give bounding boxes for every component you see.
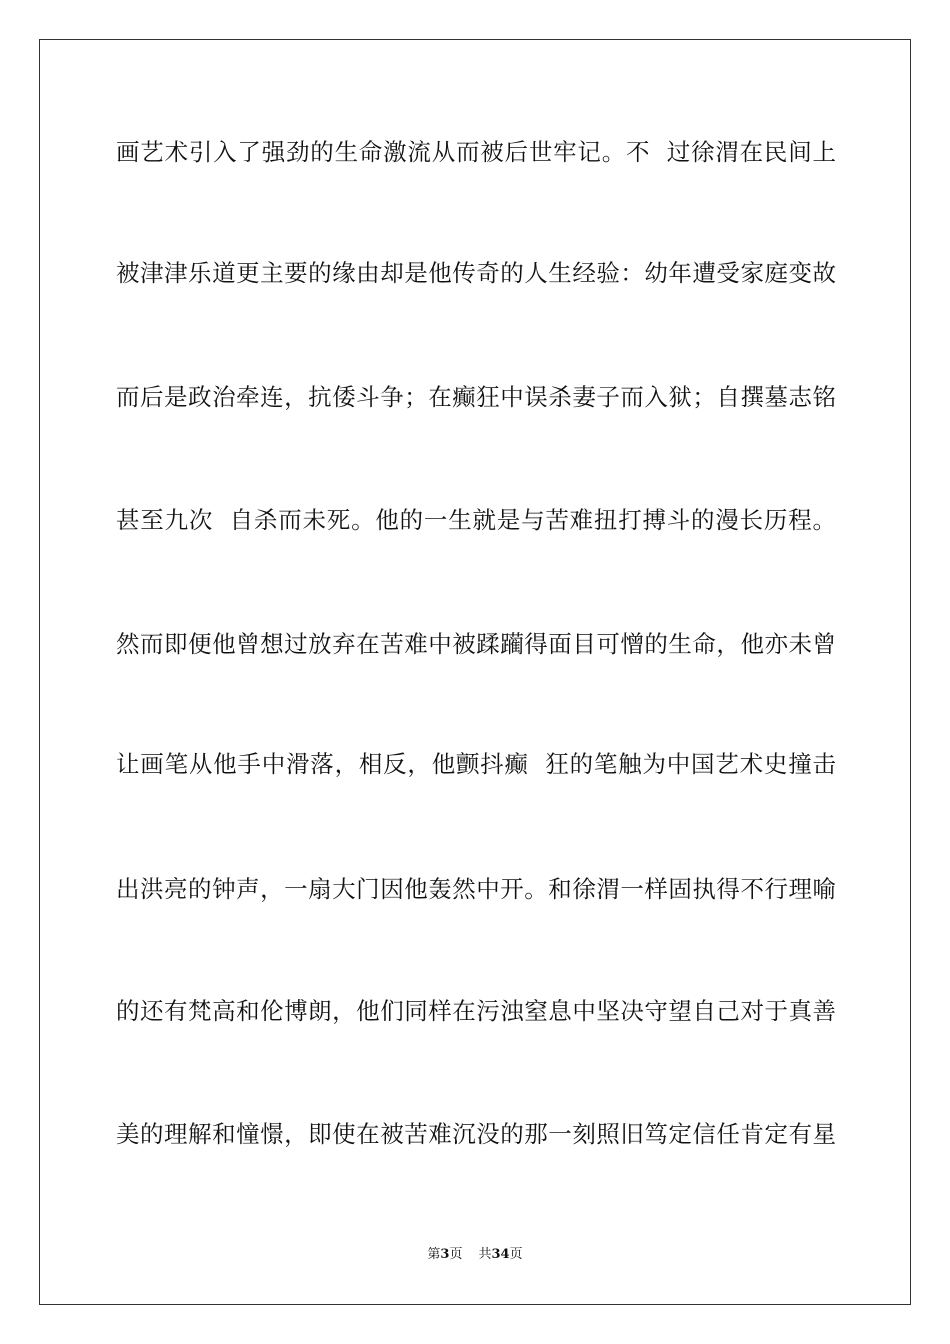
body-text-line-8: 的还有梵高和伦博朗，他们同样在污浊窒息中坚决守望自己对于真善 <box>116 997 836 1025</box>
total-prefix: 共 <box>478 1247 492 1262</box>
page-number: 3 <box>440 1247 450 1262</box>
body-text-line-9: 美的理解和憧憬，即使在被苦难沉没的那一刻照旧笃定信任肯定有星 <box>116 1120 836 1148</box>
page-suffix: 页 <box>449 1247 463 1262</box>
body-text-line-5: 然而即便他曾想过放弃在苦难中被蹂躏得面目可憎的生命，他亦未曾 <box>116 630 836 658</box>
page-border <box>39 39 911 1305</box>
body-text-line-7: 出洪亮的钟声，一扇大门因他轰然中开。和徐渭一样固执得不行理喻 <box>116 875 836 903</box>
page-prefix: 第 <box>427 1247 441 1262</box>
body-text-line-6: 让画笔从他手中滑落，相反，他颤抖癫 狂的笔触为中国艺术史撞击 <box>116 750 836 778</box>
body-text-line-1: 画艺术引入了强劲的生命激流从而被后世牢记。不 过徐渭在民间上 <box>116 138 836 166</box>
page-footer <box>0 1246 950 1264</box>
body-text-line-2: 被津津乐道更主要的缘由却是他传奇的人生经验：幼年遭受家庭变故 <box>116 259 836 287</box>
body-text-line-3: 而后是政治牵连，抗倭斗争；在癫狂中误杀妻子而入狱；自撰墓志铭 <box>116 383 836 411</box>
total-pages: 34 <box>491 1247 510 1262</box>
body-text-line-4: 甚至九次 自杀而未死。他的一生就是与苦难扭打搏斗的漫长历程。 <box>116 506 836 534</box>
total-suffix: 页 <box>509 1247 523 1262</box>
